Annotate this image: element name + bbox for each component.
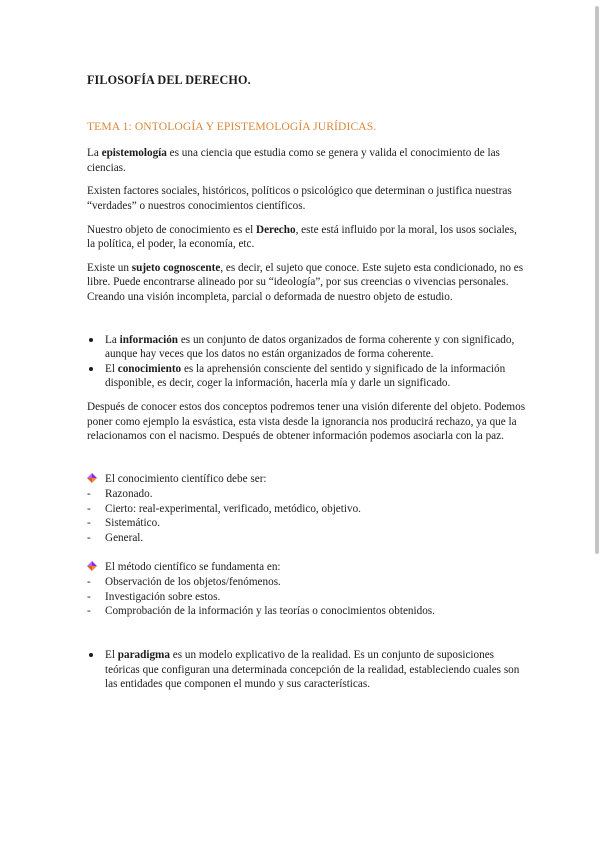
document-content: [87, 73, 527, 692]
list-item: El paradigma es un modelo explicativo de la realidad. Es un conjunto de suposiciones teóricas que configuran una determinada concepción de la realidad, estableciendo cuales son las entidades que componen el mundo y sus características.: [87, 648, 527, 692]
list-metodo-cientifico: [87, 560, 527, 619]
list-item: - General.: [87, 531, 527, 546]
list-item: - Cierto: real-experimental, verificado, metódico, objetivo.: [87, 502, 527, 517]
list-heading: El conocimiento científico debe ser:: [87, 472, 527, 487]
list-heading: El método científico se fundamenta en:: [87, 560, 527, 575]
paragraph-objeto: Nuestro objeto de conocimiento es el Derecho, este está influido por la moral, los usos sociales, la política, el poder, la economía, etc.: [87, 223, 517, 251]
paragraph-factores: Existen factores sociales, históricos, políticos o psicológico que determinan o justifica nuestras “verdades” o nuestros conocimientos científicos.: [87, 185, 512, 212]
diamond-bullet-icon: [87, 473, 97, 483]
list-item: La información es un conjunto de datos organizados de forma coherente y con significado, aunque hay veces que los datos no están organizados de forma coherente.: [87, 333, 527, 362]
paragraph-esvastica: Después de conocer estos dos conceptos podremos tener una visión diferente del objeto. Podemos poner como ejemplo la esvástica, esta vista desde la ignorancia nos producirá rechazo, ya que la relacionamos con el nacismo. Después de obtener información podemos asociarla con la paz.: [87, 400, 526, 443]
vertical-scrollbar[interactable]: [595, 6, 599, 554]
list-item: - Razonado.: [87, 487, 527, 502]
dash-list: [87, 575, 527, 619]
paragraph-epistemologia: La epistemología es una ciencia que estudia como se genera y valida el conocimiento de las ciencias.: [87, 147, 500, 174]
list-item: - Observación de los objetos/fenómenos.: [87, 575, 527, 590]
bullet-list-paradigma: [87, 648, 527, 692]
diamond-bullet-icon: [87, 561, 97, 571]
bullet-list-conceptos: [87, 333, 527, 391]
list-item: - Investigación sobre estos.: [87, 590, 527, 605]
document-title: FILOSOFÍA DEL DERECHO.: [87, 73, 251, 87]
list-item: El conocimiento es la aprehensión consciente del sentido y significado de la información disponible, es decir, coger la información, hacerla mía y darle un significado.: [87, 362, 527, 391]
list-item: - Comprobación de la información y las teorías o conocimientos obtenidos.: [87, 604, 527, 619]
paragraph-sujeto: Existe un sujeto cognoscente, es decir, el sujeto que conoce. Este sujeto esta condicionado, no es libre. Puede encontrarse alineado por su “ideología”, por sus creencias o vivencias personales. Creando una visión incompleta, parcial o deformada de nuestro objeto de estudio.: [87, 261, 524, 303]
list-conocimiento-cientifico: [87, 472, 527, 546]
dash-list: [87, 487, 527, 545]
list-item: - Sistemático.: [87, 516, 527, 531]
section-title: TEMA 1: ONTOLOGÍA Y EPISTEMOLOGÍA JURÍDICAS.: [87, 119, 377, 133]
